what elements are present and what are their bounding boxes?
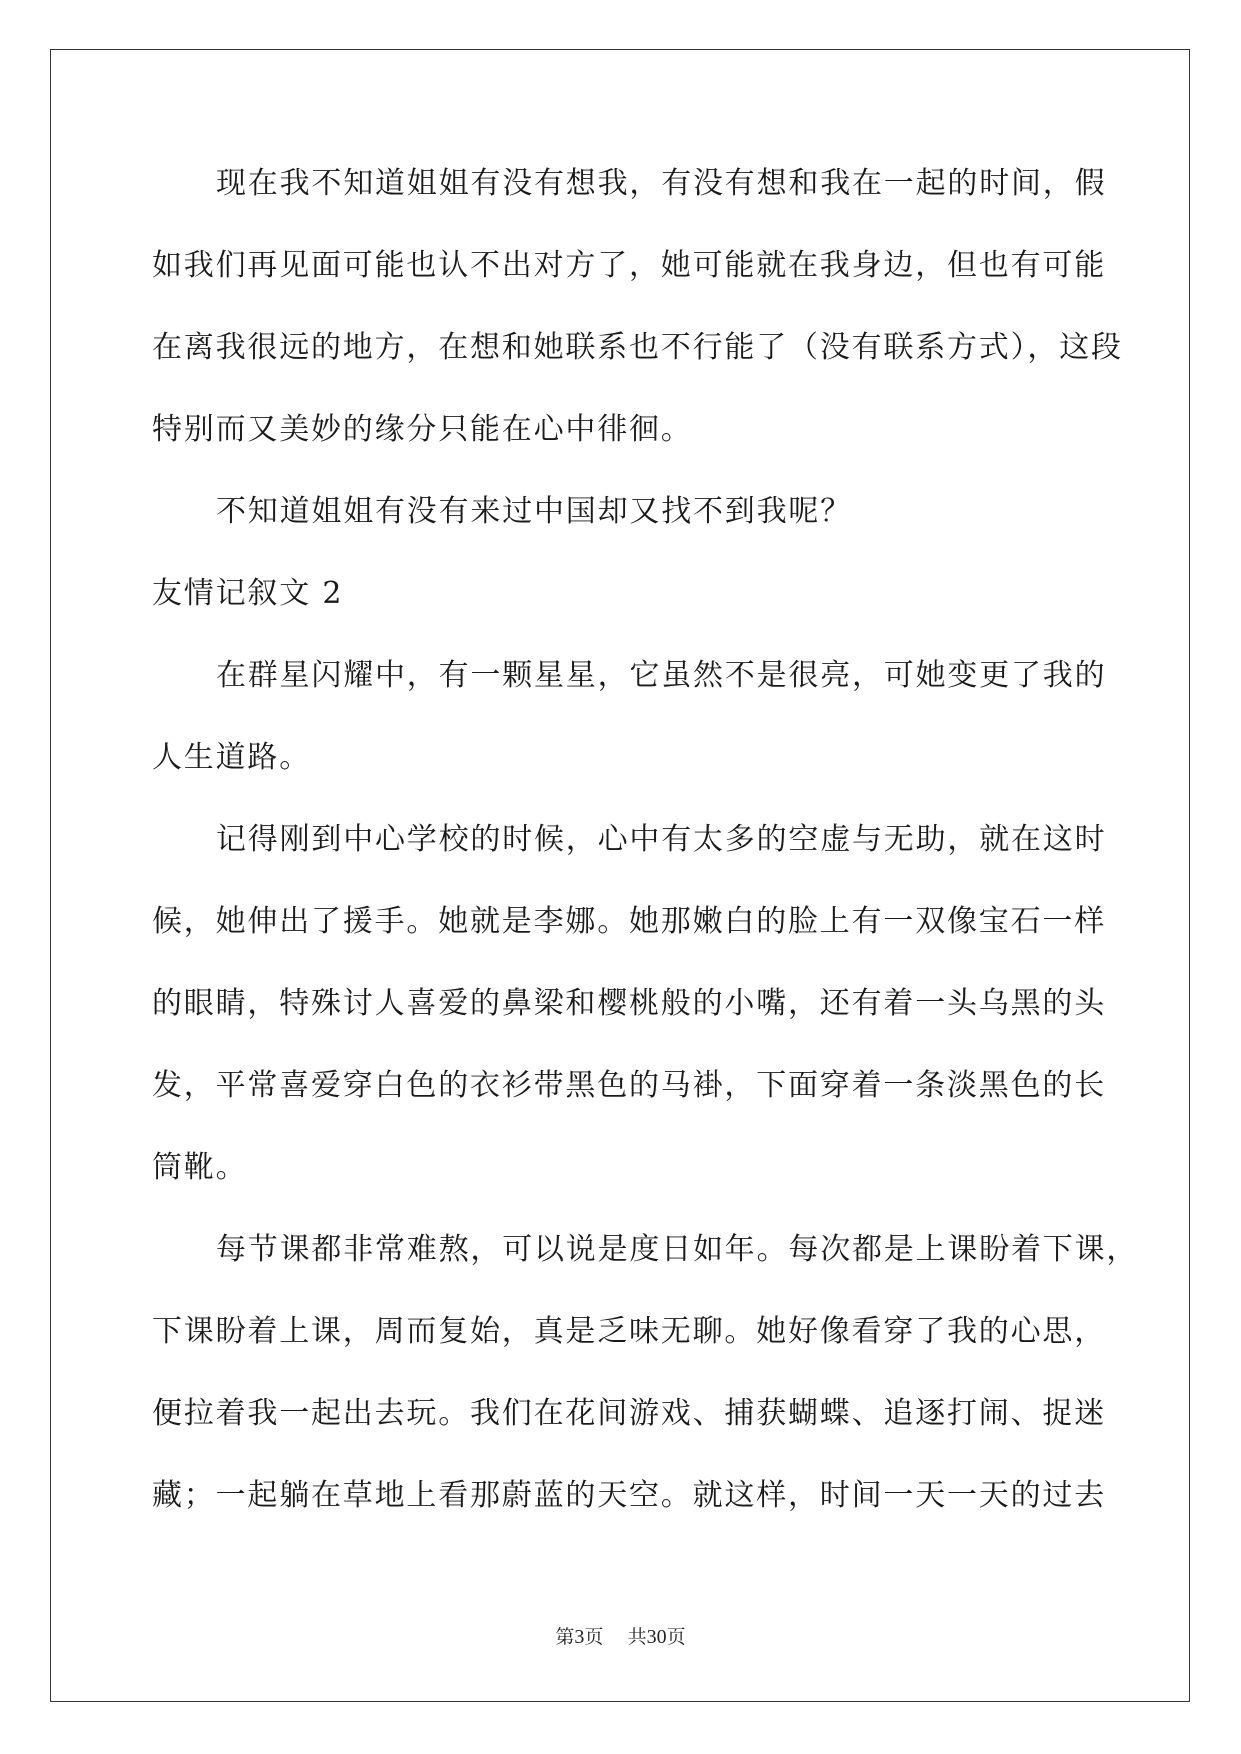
- footer-page-suffix: 页: [584, 1626, 604, 1648]
- text-line: 藏；一起躺在草地上看那蔚蓝的天空。就这样，时间一天一天的过去: [152, 1478, 1106, 1513]
- current-page-number: 3: [574, 1626, 585, 1648]
- text-line: 发，平常喜爱穿白色的衣衫带黑色的马褂，下面穿着一条淡黑色的长: [152, 1068, 1106, 1103]
- text-line: 下课盼着上课，周而复始，真是乏味无聊。她好像看穿了我的心思，: [152, 1314, 1106, 1349]
- text-line: 的眼睛，特殊讨人喜爱的鼻梁和樱桃般的小嘴，还有着一头乌黑的头: [152, 986, 1106, 1021]
- footer-total-prefix: 共: [627, 1626, 647, 1648]
- text-line: 记得刚到中心学校的时候，心中有太多的空虚与无助，就在这时: [216, 822, 1107, 857]
- text-line: 筒靴。: [152, 1150, 248, 1185]
- text-line: 特别而又美妙的缘分只能在心中徘徊。: [152, 412, 693, 447]
- text-line: 现在我不知道姐姐有没有想我，有没有想和我在一起的时间，假: [216, 166, 1107, 201]
- section-heading: 友情记叙文 2: [152, 576, 344, 611]
- footer-prefix: 第: [555, 1626, 575, 1648]
- page-footer: [0, 1625, 1241, 1649]
- text-line: 候，她伸出了援手。她就是李娜。她那嫩白的脸上有一双像宝石一样: [152, 904, 1106, 939]
- text-line: 便拉着我一起出去玩。我们在花间游戏、捕获蝴蝶、追逐打闹、捉迷: [152, 1396, 1106, 1431]
- text-line: 每节课都非常难熬，可以说是度日如年。每次都是上课盼着下课，: [216, 1232, 1139, 1267]
- document-body: [152, 162, 1139, 1556]
- text-line: 人生道路。: [152, 740, 311, 775]
- total-pages-number: 30: [646, 1626, 667, 1648]
- text-line: 在离我很远的地方，在想和她联系也不行能了（没有联系方式），这段: [152, 330, 1123, 365]
- text-line: 如我们再见面可能也认不出对方了，她可能就在我身边，但也有可能: [152, 248, 1106, 283]
- text-line: 不知道姐姐有没有来过中国却又找不到我呢？: [216, 494, 852, 529]
- text-line: 在群星闪耀中，有一颗星星，它虽然不是很亮，可她变更了我的: [216, 658, 1107, 693]
- footer-total-suffix: 页: [666, 1626, 686, 1648]
